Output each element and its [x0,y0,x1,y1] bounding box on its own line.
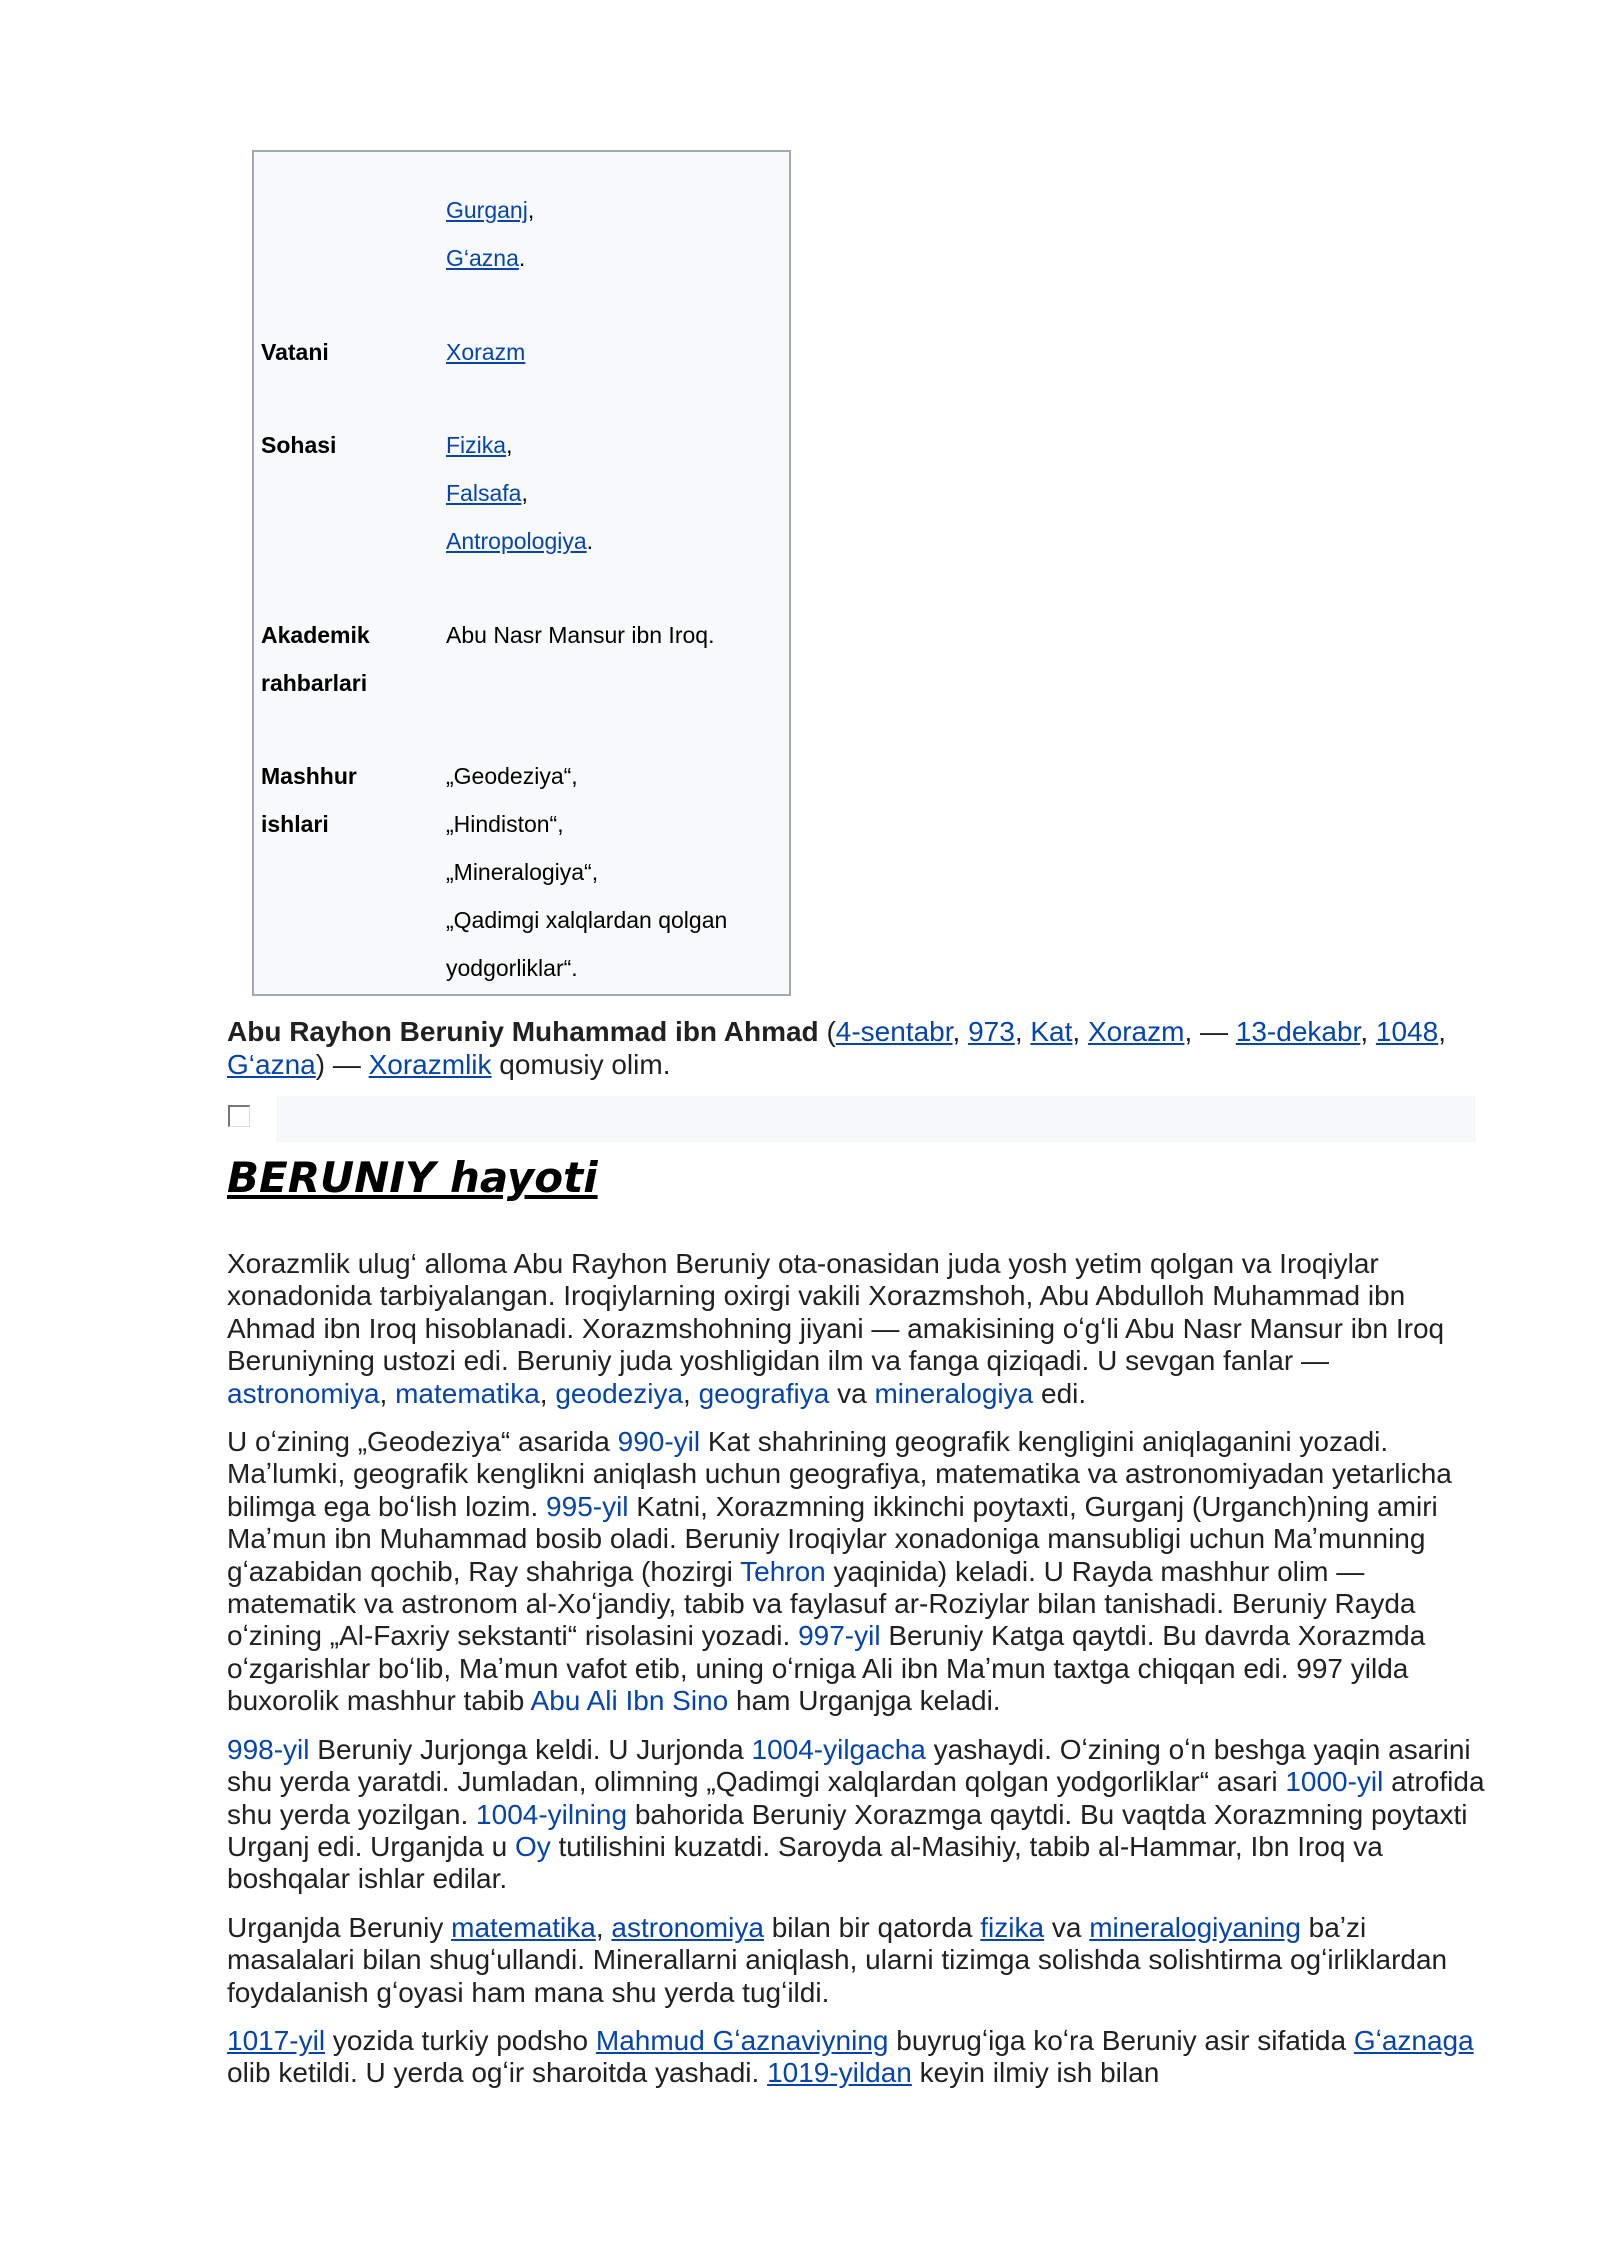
text: , [1438,1016,1446,1047]
text: , [539,1377,556,1409]
link-998-yil[interactable]: 998-yil [227,1733,310,1765]
text: atrofida shu yerda yozilgan. [227,1766,1485,1830]
text: Kat shahrining geografik kengligini aniqlaganini yozadi. Maʼlumki, geografik kenglikni aniqlash uchun geografiya, matematika va astronomiyadan yetarlicha bilimga ega boʻlish lozim. [227,1426,1452,1522]
text: va [829,1377,875,1409]
link-gaznaga[interactable]: Gʻaznaga [1353,2024,1474,2056]
lead-sentence [227,1015,1477,1081]
text: , [595,1911,612,1943]
link-tehron[interactable]: Tehron [740,1555,826,1587]
article-body [227,1248,1489,2106]
label-line: Mashhur [261,763,357,789]
work-item: yodgorliklar“. [446,955,578,981]
link-997-yil[interactable]: 997-yil [798,1620,881,1652]
work-item: „Geodeziya“, [446,763,578,789]
text: Beruniy Jurjonga keldi. U Jurjonda [309,1733,752,1765]
text: Katni, Xorazmning ikkinchi poytaxti, Gurganj (Urganch)ning amiri Maʼmun ibn Muhammad bosib oladi. Beruniy Iroqiylar xonadoniga mansubligi uchun Maʼmunning gʻazabidan qochib, Ray shahriga (hozirgi [227,1490,1438,1587]
infobox-label-vatani: Vatani [261,339,329,365]
link-xorazm[interactable]: Xorazm [446,339,526,365]
infobox-label-mashhur-ishlari [261,752,357,848]
text: baʼzi masalalari bilan shugʻullandi. Minerallarni aniqlash, ularni tizimga solishda solishtirma ogʻirliklardan foydalanish gʻoyasi ham mana shu yerda tugʻildi. [227,1911,1448,2008]
link-kat[interactable]: Kat [1030,1016,1073,1047]
text: va [1044,1911,1090,1943]
text: keyin ilmiy ish bilan [911,2057,1160,2089]
link-1000-yil[interactable]: 1000-yil [1285,1766,1384,1798]
image-placeholder [276,1096,1476,1142]
text: yashaydi. Oʻzining oʻn beshga yaqin asarini shu yerda yaratdi. Jumladan, olimning „Qadimgi xalqlardan qolgan yodgorliklar“ asari [227,1733,1471,1798]
infobox-workplace-values [446,186,534,282]
link-990-yil[interactable]: 990-yil [617,1426,701,1458]
link-xorazm-lede[interactable]: Xorazm [1087,1016,1185,1047]
link-falsafa[interactable]: Falsafa [446,480,522,506]
text: qomusiy olim. [491,1049,671,1080]
link-mahmud-gaznaviy[interactable]: Mahmud Gʻaznaviyning [595,2024,889,2056]
work-item: „Qadimgi xalqlardan qolgan [446,907,728,933]
infobox-value-akademik-rahbarlari [446,611,714,659]
paragraph-4 [227,1912,1489,2009]
infobox-label-sohasi: Sohasi [261,432,337,458]
link-matematika-2[interactable]: matematika [451,1911,596,1943]
infobox [252,150,791,996]
infobox-label-akademik-rahbarlari [261,611,370,707]
text: , — [1184,1016,1236,1047]
link-astronomiya[interactable]: astronomiya [227,1377,380,1409]
text: yaqinida) keladi. U Rayda mashhur olim — matematik va astronom al-Xoʻjandiy, tabib va faylasuf ar-Roziylar bilan tanishadi. Beruniy Rayda oʻzining „Al-Faxriy sekstanti“ risolasini yozadi. [227,1555,1416,1652]
section-heading: BERUNIY hayoti [227,1153,598,1202]
text: tutilishini kuzatdi. Saroyda al-Masihiy, tabib al-Hammar, Ibn Iroq va boshqalar ishlar edilar. [227,1830,1383,1895]
text: , [952,1016,969,1047]
value-line: Abu Nasr Mansur ibn Iroq. [446,622,715,648]
label-line: ishlari [261,811,329,837]
broken-image-icon [228,1105,250,1127]
text: ham Urganjga keladi. [728,1685,1001,1717]
text: edi. [1033,1377,1087,1409]
label-line: Akademik [261,622,370,648]
link-geodeziya[interactable]: geodeziya [555,1377,684,1409]
period: . [586,528,594,554]
text: ) — [315,1049,369,1080]
link-1019-yildan[interactable]: 1019-yildan [767,2057,912,2089]
link-geografiya[interactable]: geografiya [698,1377,830,1409]
paragraph-3 [227,1734,1489,1896]
link-1017-yil[interactable]: 1017-yil [227,2024,326,2056]
link-gazna[interactable]: G‘azna [446,245,519,271]
label-line: rahbarlari [261,670,368,696]
infobox-value-sohasi [446,421,593,565]
link-1004-yilgacha[interactable]: 1004-yilgacha [751,1733,926,1765]
link-oy[interactable]: Oy [514,1830,551,1862]
work-item: „Hindiston“, [446,811,564,837]
comma: , [506,432,513,458]
infobox-value-mashhur-ishlari [446,752,727,992]
link-mineralogiyaning[interactable]: mineralogiyaning [1089,1911,1301,1943]
comma: , [527,197,535,223]
text: ( [818,1016,836,1047]
link-xorazmlik[interactable]: Xorazmlik [368,1049,492,1080]
subject-name: Abu Rayhon Beruniy Muhammad ibn Ahmad [227,1016,819,1047]
text: , [1072,1016,1088,1047]
text: yozida turkiy podsho [325,2024,596,2056]
text: bahorida Beruniy Xorazmga qaytdi. Bu vaqtda Xorazmning poytaxti Urganj edi. Urganjda u [227,1798,1468,1862]
link-fizika[interactable]: Fizika [446,432,507,458]
text: U oʻzining „Geodeziya“ asarida [227,1426,618,1458]
link-birth-day[interactable]: 4-sentabr [835,1016,953,1047]
text: Beruniy Katga qaytdi. Bu davrda Xorazmda oʻzgarishlar boʻlib, Maʼmun vafot etib, uning oʻrniga Ali ibn Maʼmun taxtga chiqqan edi. 997 yilda buxorolik mashhur tabib [227,1620,1426,1717]
link-995-yil[interactable]: 995-yil [546,1490,629,1522]
text: olib ketildi. U yerda ogʻir sharoitda yashadi. [227,2057,768,2089]
link-death-year[interactable]: 1048 [1375,1016,1439,1047]
link-gazna-lede[interactable]: G‘azna [227,1049,316,1080]
comma: , [521,480,528,506]
paragraph-1 [227,1248,1489,1410]
link-matematika[interactable]: matematika [395,1377,540,1409]
link-ibn-sino[interactable]: Abu Ali Ibn Sino [530,1685,729,1717]
period: . [518,245,526,271]
work-item: „Mineralogiya“, [446,859,599,885]
paragraph-5 [227,2025,1489,2090]
link-1004-yilning[interactable]: 1004-yilning [476,1798,628,1830]
paragraph-2 [227,1426,1489,1718]
text: , [1014,1016,1031,1047]
infobox-value-vatani [446,328,525,376]
link-fizika-2[interactable]: fizika [980,1911,1045,1943]
text: , [379,1377,396,1409]
link-birth-year[interactable]: 973 [968,1016,1015,1047]
text: Urganjda Beruniy [227,1911,452,1943]
text: bilan bir qatorda [763,1911,981,1943]
text: Xorazmlik ulug‘ alloma Abu Rayhon Beruniy ota-onasidan juda yosh yetim qolgan va Iroqiylar xonadonida tarbiyalangan. Iroqiylarning oxirgi vakili Xorazmshoh, Abu Abdulloh Muhammad ibn Ahmad ibn Iroq hisoblanadi. Xorazmshohning jiyani — amakisining oʻgʻli Abu Nasr Mansur ibn Iroq Beruniyning ustozi edi. Beruniy juda yoshligidan ilm va fanga qiziqadi. U sevgan fanlar — [227,1248,1445,1377]
link-astronomiya-2[interactable]: astronomiya [611,1911,764,1943]
link-antropologiya[interactable]: Antropologiya [446,528,587,554]
link-death-day[interactable]: 13-dekabr [1235,1016,1361,1047]
link-gurganj[interactable]: Gurganj [446,197,528,223]
text: , [1360,1016,1376,1047]
text: buyrugʻiga koʻra Beruniy asir sifatida [888,2024,1354,2056]
link-mineralogiya[interactable]: mineralogiya [874,1377,1034,1409]
text: , [683,1377,699,1409]
